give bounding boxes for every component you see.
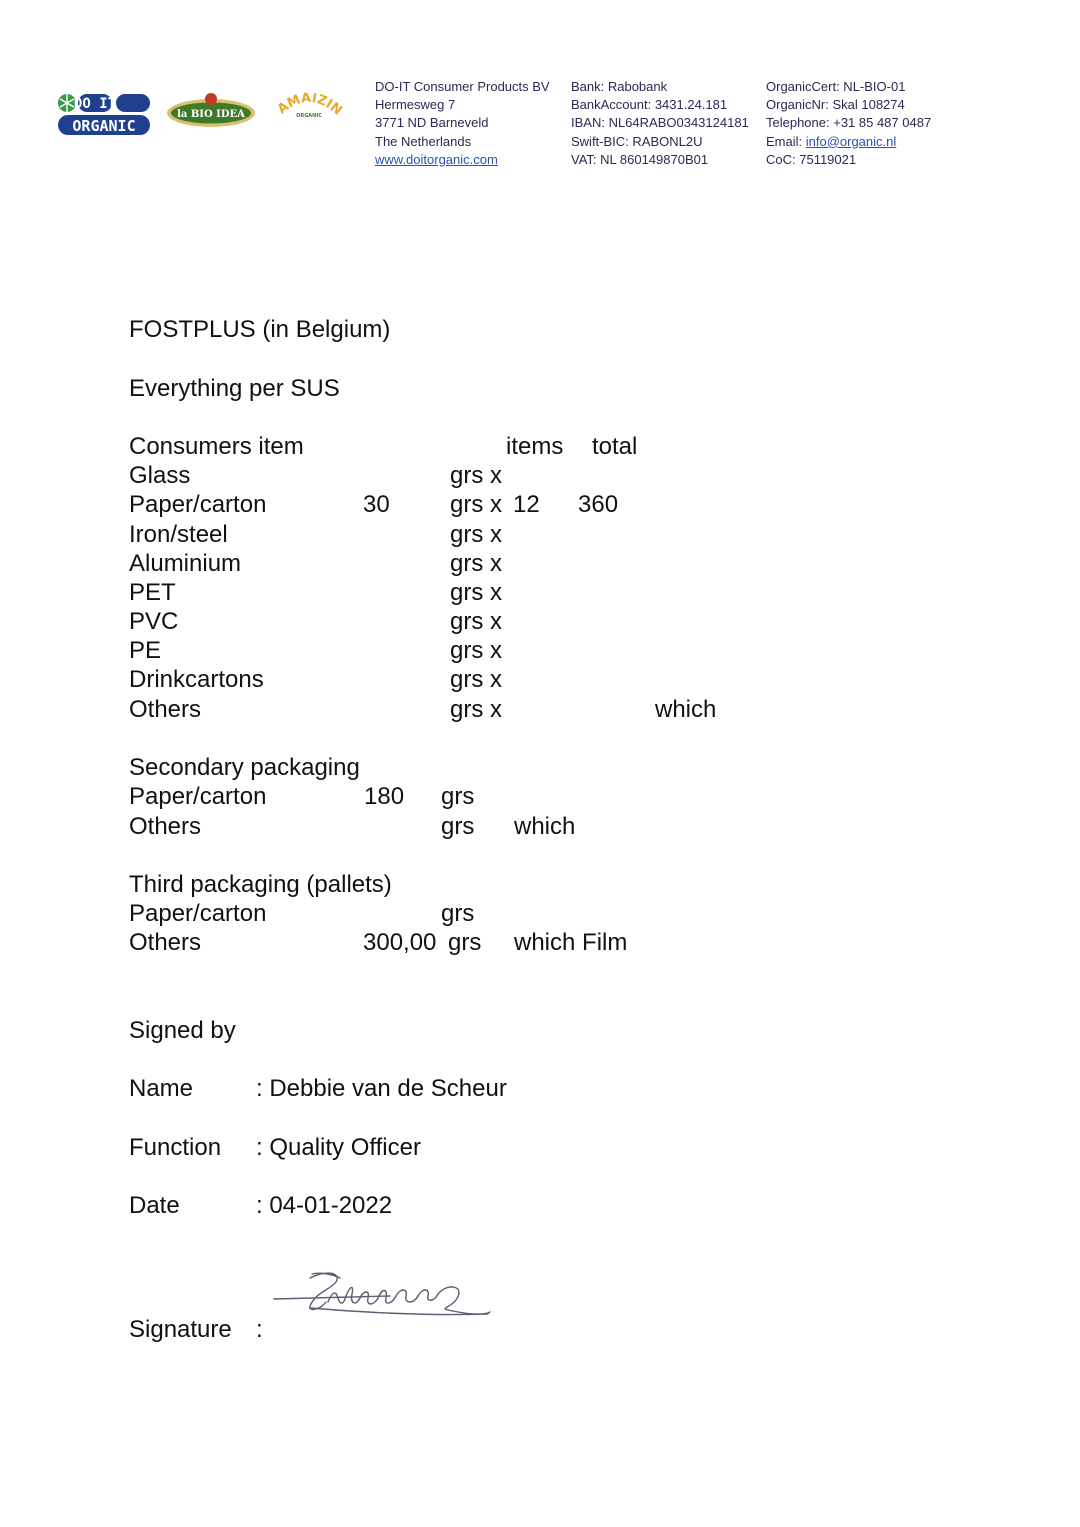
website-link[interactable]: www.doitorganic.com — [375, 151, 498, 167]
consumer-unit: grs x — [450, 637, 503, 664]
third-unit: grs — [441, 900, 475, 927]
bank-account: BankAccount: 3431.24.181 — [571, 97, 728, 113]
bank-details — [571, 78, 749, 169]
svg-text:ORGANIC: ORGANIC — [296, 113, 322, 119]
email-link[interactable]: info@organic.nl — [805, 133, 897, 149]
company-address — [375, 78, 550, 169]
name-label: Name — [129, 1075, 194, 1102]
company-city: 3771 ND Barneveld — [375, 115, 489, 131]
third-unit: grs — [448, 929, 482, 956]
third-heading: Third packaging (pallets) — [129, 871, 392, 898]
secondary-unit: grs — [441, 813, 475, 840]
date-label: Date — [129, 1192, 180, 1219]
date-value: : 04-01-2022 — [256, 1192, 393, 1219]
secondary-heading: Secondary packaging — [129, 754, 360, 781]
consumer-label: PVC — [129, 608, 179, 635]
consumer-label: Iron/steel — [129, 521, 228, 548]
amaizin-logo — [270, 90, 348, 128]
secondary-unit: grs — [441, 783, 475, 810]
telephone: Telephone: +31 85 487 0487 — [766, 115, 932, 131]
vat-number: VAT: NL 860149870B01 — [571, 151, 709, 167]
coc-number: CoC: 75119021 — [766, 151, 857, 167]
items-column-header: items — [506, 433, 564, 460]
third-label: Others — [129, 929, 202, 956]
consumer-label: PE — [129, 637, 162, 664]
consumer-unit: grs x — [450, 696, 503, 723]
svg-text:DO IT: DO IT — [73, 96, 117, 112]
bank-name: Bank: Rabobank — [571, 79, 668, 94]
document-title: FOSTPLUS (in Belgium) — [129, 316, 391, 343]
consumer-label: Aluminium — [129, 550, 242, 577]
consumer-unit: grs x — [450, 462, 503, 489]
iban: IBAN: NL64RABO0343124181 — [571, 115, 749, 131]
consumer-heading: Consumers item — [129, 433, 304, 460]
consumer-which: which — [655, 696, 717, 723]
consumer-label: Paper/carton — [129, 491, 267, 518]
company-street: Hermesweg 7 — [375, 97, 456, 113]
consumer-unit: grs x — [450, 550, 503, 577]
signature-label: Signature — [129, 1316, 232, 1343]
consumer-label: PET — [129, 579, 176, 606]
third-label: Paper/carton — [129, 900, 267, 927]
do-it-organic-logo — [56, 92, 152, 136]
document-subtitle: Everything per SUS — [129, 375, 340, 402]
svg-text:la BIO IDEA: la BIO IDEA — [177, 109, 245, 120]
organic-cert: OrganicCert: NL-BIO-01 — [766, 79, 906, 94]
third-which: which Film — [514, 929, 628, 956]
company-name: DO-IT Consumer Products BV — [375, 79, 550, 94]
svg-text:ORGANIC: ORGANIC — [72, 117, 136, 135]
company-country: The Netherlands — [375, 133, 472, 149]
consumer-weight: 30 — [363, 491, 390, 518]
consumer-unit: grs x — [450, 608, 503, 635]
secondary-weight: 180 — [364, 783, 405, 810]
consumer-total: 360 — [578, 491, 619, 518]
organic-nr: OrganicNr: Skal 108274 — [766, 97, 905, 113]
email-line: Email: info@organic.nl — [766, 133, 897, 149]
name-value: : Debbie van de Scheur — [256, 1075, 507, 1102]
consumer-label: Others — [129, 696, 202, 723]
la-bio-idea-logo — [166, 90, 256, 130]
consumer-label: Drinkcartons — [129, 666, 264, 693]
secondary-which: which — [514, 813, 576, 840]
swift-bic: Swift-BIC: RABONL2U — [571, 133, 703, 149]
consumer-items: 12 — [513, 491, 540, 518]
contact-details — [766, 78, 931, 169]
consumer-unit: grs x — [450, 491, 503, 518]
function-value: : Quality Officer — [256, 1134, 421, 1161]
consumer-unit: grs x — [450, 521, 503, 548]
consumer-unit: grs x — [450, 579, 503, 606]
third-weight: 300,00 — [363, 929, 437, 956]
function-label: Function — [129, 1134, 222, 1161]
secondary-label: Others — [129, 813, 202, 840]
handwritten-signature — [270, 1262, 500, 1332]
signed-by-heading: Signed by — [129, 1017, 236, 1044]
consumer-unit: grs x — [450, 666, 503, 693]
svg-text:AMAIZIN: AMAIZIN — [274, 90, 345, 119]
consumer-label: Glass — [129, 462, 191, 489]
total-column-header: total — [592, 433, 638, 460]
secondary-label: Paper/carton — [129, 783, 267, 810]
signature-colon: : — [256, 1316, 263, 1343]
